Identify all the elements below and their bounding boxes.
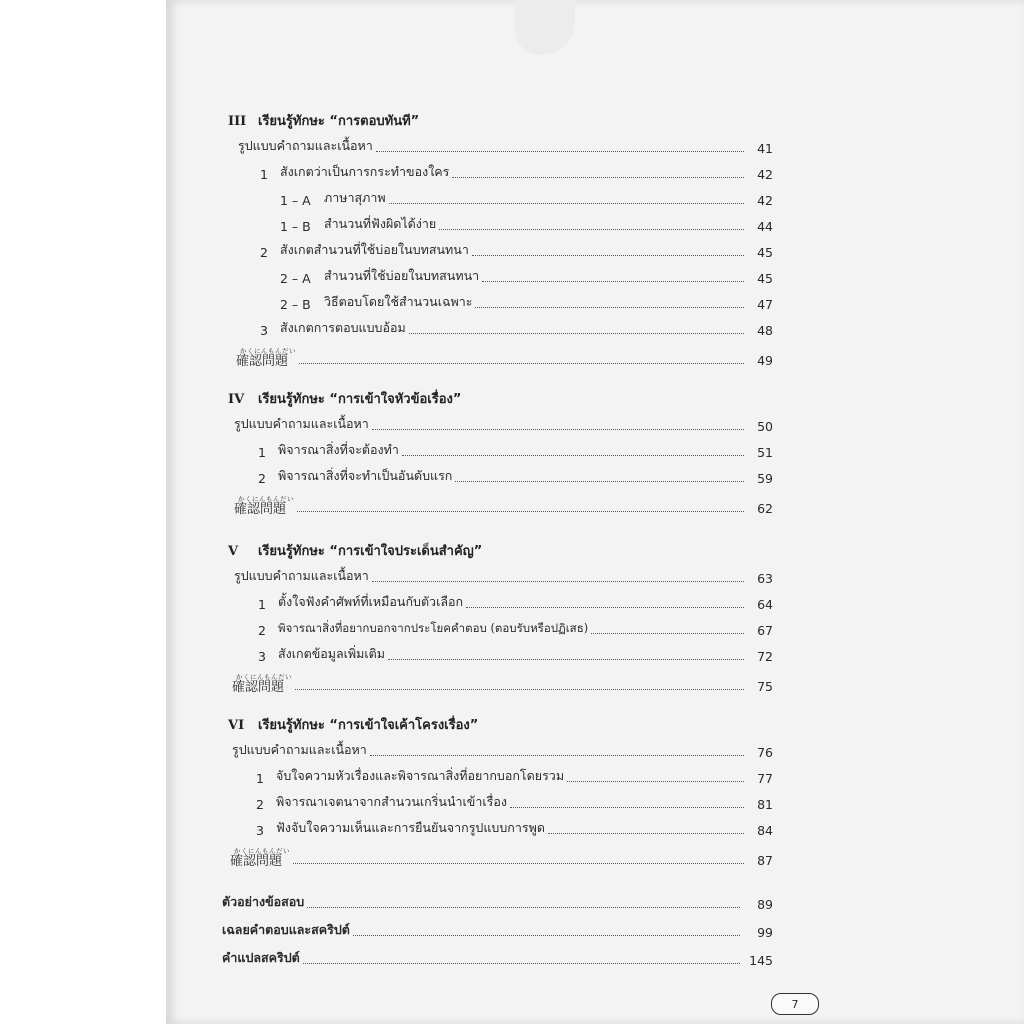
- toc-section-5: [228, 540, 773, 694]
- toc-row-page: 75: [757, 679, 773, 694]
- toc-row-number: 3: [258, 649, 266, 664]
- leader-dots: [482, 281, 744, 282]
- leader-dots: [472, 255, 744, 256]
- toc-row[interactable]: [280, 182, 773, 208]
- leader-dots: [402, 455, 744, 456]
- toc-row-label: สังเกตข้อมูลเพิ่มเติม: [278, 646, 386, 661]
- leader-dots: [455, 481, 744, 482]
- leader-dots: [548, 833, 744, 834]
- leader-dots: [389, 203, 744, 204]
- toc-row[interactable]: [234, 408, 773, 434]
- toc-row-number: 1: [258, 445, 266, 460]
- leader-dots: [293, 863, 744, 864]
- toc-row-page: 51: [757, 445, 773, 460]
- furigana: かくにんもんだい: [234, 846, 290, 855]
- review-label: [236, 348, 296, 369]
- toc-row-number: 1 – B: [280, 219, 311, 234]
- furigana: かくにんもんだい: [236, 672, 292, 681]
- toc-row-review[interactable]: [234, 486, 773, 516]
- section-roman-numeral: III: [228, 114, 247, 129]
- toc-row-page: 67: [757, 623, 773, 638]
- toc-row-label: พิจารณาสิ่งที่อยากบอกจากประโยคคำตอบ (ตอบรับหรือปฏิเสธ): [278, 621, 589, 635]
- toc-row-page: 87: [757, 853, 773, 868]
- leader-dots: [567, 781, 744, 782]
- toc-row[interactable]: [256, 812, 773, 838]
- section-roman-numeral: IV: [228, 392, 245, 407]
- review-label: [234, 496, 294, 517]
- toc-row[interactable]: [222, 940, 773, 968]
- toc-row-label: สำนวนที่ใช้บ่อยในบทสนทนา: [324, 268, 480, 283]
- toc-row-page: 50: [757, 419, 773, 434]
- toc-row-number: 1: [260, 167, 268, 182]
- leader-dots: [388, 659, 744, 660]
- toc-row-page: 63: [757, 571, 773, 586]
- toc-row-label: คำแปลสคริปต์: [222, 950, 300, 965]
- toc-row-review[interactable]: [236, 338, 773, 368]
- toc-row-label: รูปแบบคำถามและเนื้อหา: [238, 138, 373, 153]
- furigana: かくにんもんだい: [238, 494, 294, 503]
- review-kanji: 確認問題: [232, 680, 285, 695]
- toc-section-4: [228, 388, 773, 516]
- toc-row-page: 84: [757, 823, 773, 838]
- toc-row-page: 89: [757, 897, 773, 912]
- leader-dots: [370, 755, 744, 756]
- section-roman-numeral: V: [228, 544, 239, 559]
- toc-back-matter: [222, 884, 773, 968]
- toc-row-page: 72: [757, 649, 773, 664]
- toc-row-page: 64: [757, 597, 773, 612]
- leader-dots: [376, 151, 744, 152]
- leader-dots: [452, 177, 744, 178]
- toc-row-label: รูปแบบคำถามและเนื้อหา: [234, 568, 369, 583]
- section-heading: [228, 714, 773, 734]
- toc-row[interactable]: [260, 234, 773, 260]
- toc-row-label: เฉลยคำตอบและสคริปต์: [222, 922, 350, 937]
- section-roman-numeral: VI: [228, 718, 245, 733]
- toc-row[interactable]: [280, 208, 773, 234]
- toc-row-number: 1: [256, 771, 264, 786]
- toc-row-number: 2: [260, 245, 268, 260]
- toc-row-label: สังเกตการตอบแบบอ้อม: [280, 320, 406, 335]
- toc-row-label: ตั้งใจฟังคำศัพท์ที่เหมือนกับตัวเลือก: [278, 594, 464, 609]
- toc-row-number: 3: [256, 823, 264, 838]
- toc-row[interactable]: [258, 612, 773, 638]
- toc-row-number: 3: [260, 323, 268, 338]
- toc-row-page: 49: [757, 353, 773, 368]
- toc-row[interactable]: [260, 156, 773, 182]
- toc-row-label: สังเกตสำนวนที่ใช้บ่อยในบทสนทนา: [280, 242, 469, 257]
- toc-row-page: 48: [757, 323, 773, 338]
- toc-row[interactable]: [258, 586, 773, 612]
- section-title: เรียนรู้ทักษะ “การเข้าใจประเด็นสำคัญ”: [258, 544, 483, 559]
- toc-row-label: สังเกตว่าเป็นการกระทำของใคร: [280, 164, 450, 179]
- leader-dots: [372, 429, 744, 430]
- toc-row[interactable]: [260, 312, 773, 338]
- leader-dots: [475, 307, 744, 308]
- section-title: เรียนรู้ทักษะ “การเข้าใจหัวข้อเรื่อง”: [258, 392, 462, 407]
- review-label: [230, 848, 290, 869]
- section-heading: [228, 388, 773, 408]
- review-kanji: 確認問題: [234, 502, 287, 517]
- toc-row-page: 41: [757, 141, 773, 156]
- toc-row-number: 1: [258, 597, 266, 612]
- toc-row[interactable]: [222, 884, 773, 912]
- toc-row-label: พิจารณาสิ่งที่จะทำเป็นอันดับแรก: [278, 468, 453, 483]
- page-number-badge: 7: [771, 993, 819, 1015]
- toc-row[interactable]: [258, 434, 773, 460]
- toc-row-label: พิจารณาสิ่งที่จะต้องทำ: [278, 442, 399, 457]
- toc-row[interactable]: [234, 560, 773, 586]
- toc-row[interactable]: [232, 734, 773, 760]
- toc-row-page: 62: [757, 501, 773, 516]
- leader-dots: [297, 511, 744, 512]
- toc-row-label: พิจารณาเจตนาจากสำนวนเกริ่นนำเข้าเรื่อง: [276, 794, 507, 809]
- furigana: かくにんもんだい: [240, 346, 296, 355]
- toc-row-label: จับใจความหัวเรื่องและพิจารณาสิ่งที่อยากบอกโดยรวม: [276, 768, 565, 783]
- toc-row-page: 44: [757, 219, 773, 234]
- toc-row-page: 47: [757, 297, 773, 312]
- toc-row-page: 81: [757, 797, 773, 812]
- leader-dots: [307, 907, 740, 908]
- leader-dots: [591, 633, 744, 634]
- toc-row-label: รูปแบบคำถามและเนื้อหา: [232, 742, 367, 757]
- leader-dots: [299, 363, 744, 364]
- toc-row-number: 2: [258, 623, 266, 638]
- toc-row-number: 2: [258, 471, 266, 486]
- review-kanji: 確認問題: [230, 854, 283, 869]
- leader-dots: [510, 807, 744, 808]
- toc-row-label: วิธีตอบโดยใช้สำนวนเฉพาะ: [324, 294, 473, 309]
- section-title: เรียนรู้ทักษะ “การตอบทันที”: [258, 114, 420, 129]
- left-margin: [0, 0, 166, 1024]
- toc-row-review[interactable]: [232, 664, 773, 694]
- review-kanji: 確認問題: [236, 354, 289, 369]
- toc-row-page: 45: [757, 271, 773, 286]
- toc-section-3: [228, 110, 773, 368]
- toc-section-6: [228, 714, 773, 868]
- leader-dots: [295, 689, 744, 690]
- toc-row[interactable]: [256, 786, 773, 812]
- toc-row-page: 59: [757, 471, 773, 486]
- section-title: เรียนรู้ทักษะ “การเข้าใจเค้าโครงเรื่อง”: [258, 718, 479, 733]
- toc-row-label: ฟังจับใจความเห็นและการยืนยันจากรูปแบบการพูด: [276, 820, 545, 835]
- toc-row[interactable]: [258, 460, 773, 486]
- toc-row[interactable]: [280, 260, 773, 286]
- toc-row[interactable]: [280, 286, 773, 312]
- toc-row[interactable]: [238, 130, 773, 156]
- toc-row-number: 2 – B: [280, 297, 311, 312]
- leader-dots: [303, 963, 740, 964]
- section-heading: [228, 110, 773, 130]
- toc-row-page: 42: [757, 193, 773, 208]
- leader-dots: [409, 333, 744, 334]
- toc-row-page: 45: [757, 245, 773, 260]
- review-label: [232, 674, 292, 695]
- toc-row-page: 42: [757, 167, 773, 182]
- leader-dots: [466, 607, 744, 608]
- toc-row[interactable]: [256, 760, 773, 786]
- toc-row-page: 145: [749, 953, 773, 968]
- toc-row-number: 1 – A: [280, 193, 311, 208]
- leader-dots: [353, 935, 740, 936]
- toc-row-number: 2: [256, 797, 264, 812]
- section-heading: [228, 540, 773, 560]
- toc-row-label: รูปแบบคำถามและเนื้อหา: [234, 416, 369, 431]
- toc-row-label: ตัวอย่างข้อสอบ: [222, 894, 305, 909]
- toc-row[interactable]: [222, 912, 773, 940]
- toc-row-page: 77: [757, 771, 773, 786]
- toc-row-label: สำนวนที่ฟังผิดได้ง่าย: [324, 216, 437, 231]
- toc-row-page: 76: [757, 745, 773, 760]
- toc-row-page: 99: [757, 925, 773, 940]
- toc-row-label: ภาษาสุภาพ: [324, 190, 386, 205]
- toc-row-number: 2 – A: [280, 271, 311, 286]
- leader-dots: [372, 581, 744, 582]
- toc-row[interactable]: [258, 638, 773, 664]
- leader-dots: [439, 229, 744, 230]
- toc-row-review[interactable]: [230, 838, 773, 868]
